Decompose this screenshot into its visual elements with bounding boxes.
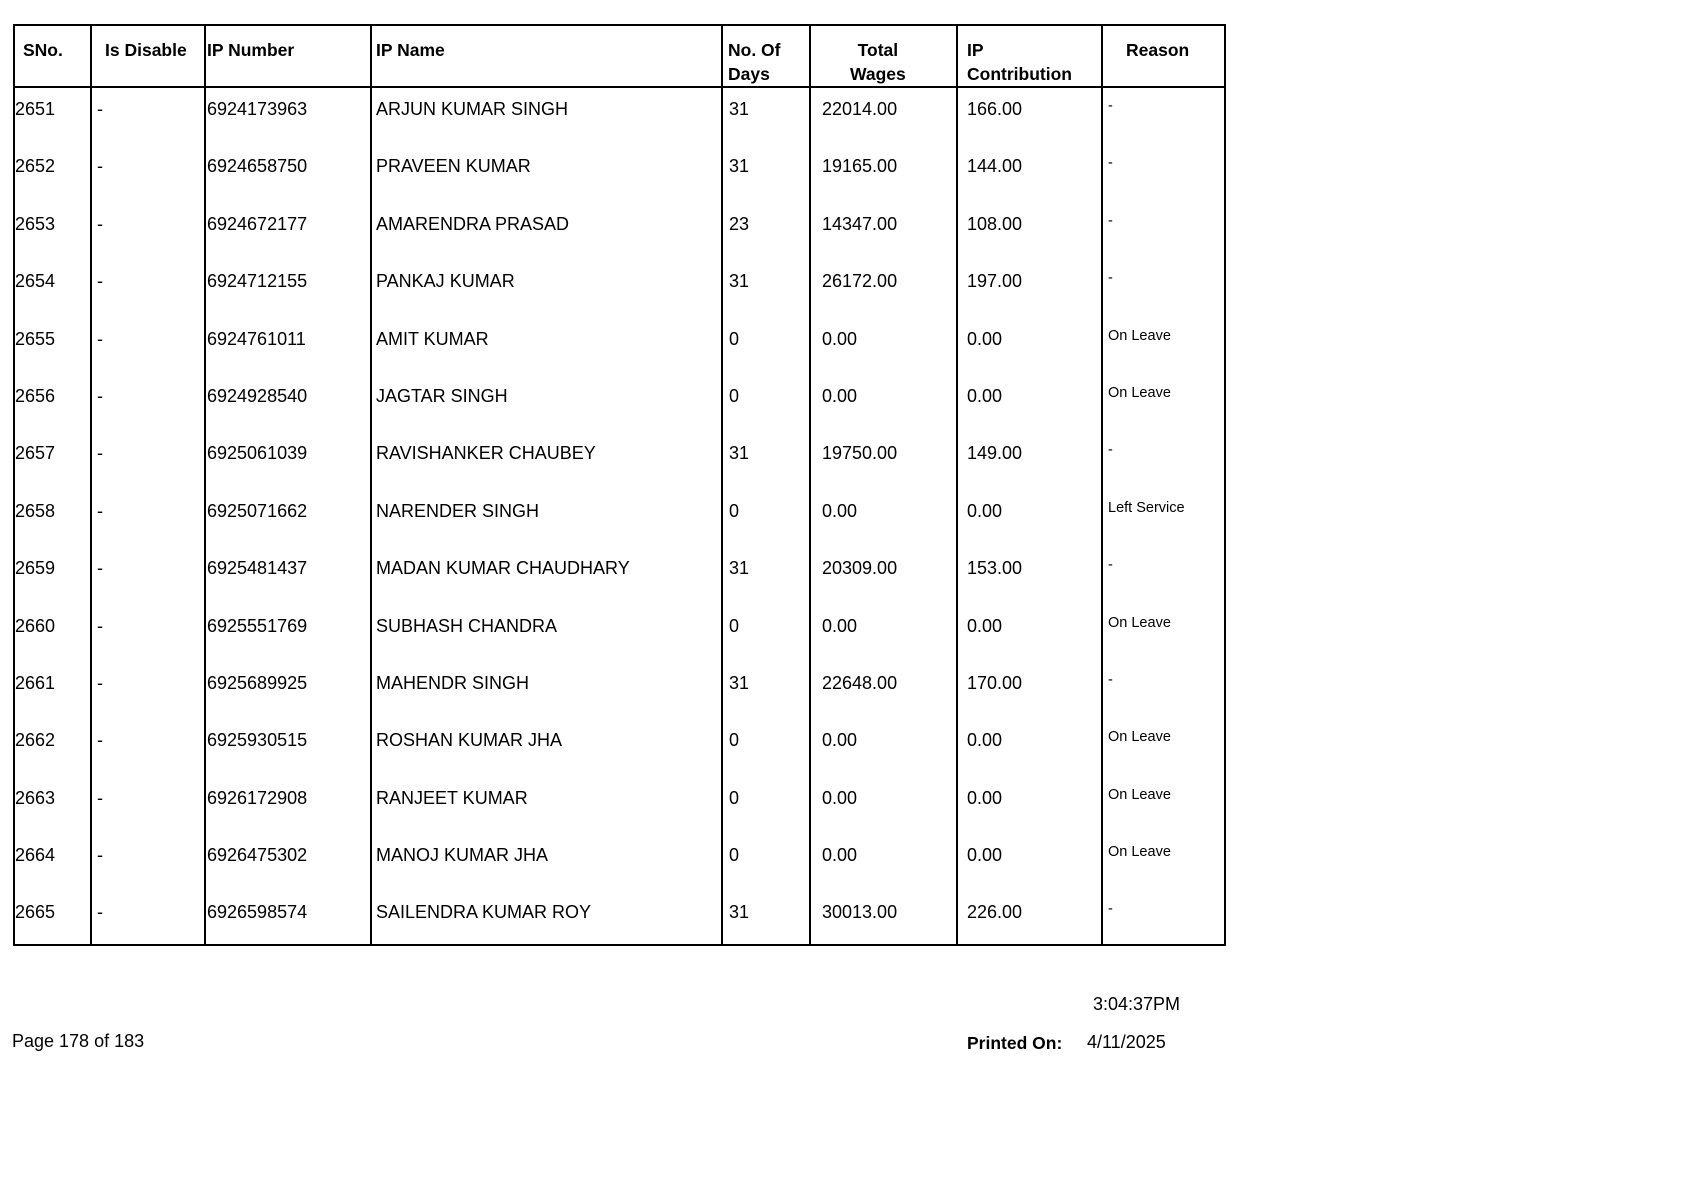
cell-ip-contribution: 153.00 [967,558,1023,579]
cell-sno: 2654 [15,271,56,292]
cell-no-of-days: 31 [729,99,750,119]
cell-total-wages: 30013.00 [822,902,898,923]
page-indicator: Page 178 of 183 [12,1031,145,1051]
table-header-row [15,26,1224,88]
cell-ip-name: RANJEET KUMAR [376,787,528,808]
cell-reason: - [1108,557,1113,574]
cell-ip-number: 6925071662 [207,500,308,521]
printed-on-label: Printed On: [967,1033,1063,1053]
column-divider [204,26,206,944]
table-row [15,88,1224,145]
cell-total-wages: 0.00 [822,385,858,406]
cell-no-of-days: 23 [729,213,750,234]
cell-sno: 2658 [15,500,56,521]
cell-ip-contribution: 144.00 [967,156,1023,177]
cell-is-disable: - [97,385,103,406]
cell-no-of-days: 31 [729,558,750,579]
cell-ip-contribution: 226.00 [967,902,1023,923]
cell-is-disable: - [97,615,103,636]
cell-ip-name: SAILENDRA KUMAR ROY [376,902,592,923]
cell-is-disable: - [97,156,103,177]
cell-ip-contribution: 0.00 [967,787,1003,808]
table-row [15,719,1224,776]
cell-ip-number: 6924173963 [207,99,308,119]
cell-ip-contribution: 197.00 [967,271,1023,292]
col-header-total-wages [850,38,906,86]
cell-reason: On Leave [1108,844,1171,861]
cell-sno: 2661 [15,672,56,693]
table-row [15,375,1224,432]
table-row [15,490,1224,547]
cell-ip-number: 6926172908 [207,787,308,808]
cell-reason: - [1108,270,1113,287]
cell-no-of-days: 0 [729,730,740,751]
cell-total-wages: 14347.00 [822,213,898,234]
cell-ip-name: PANKAJ KUMAR [376,271,515,292]
col-header-ip-contribution [967,38,1072,86]
cell-ip-name: ARJUN KUMAR SINGH [376,99,569,119]
cell-ip-number: 6925930515 [207,730,308,751]
table-row [15,834,1224,891]
cell-sno: 2664 [15,845,56,866]
table-row [15,547,1224,604]
cell-ip-number: 6924712155 [207,271,308,292]
cell-ip-name: AMARENDRA PRASAD [376,213,570,234]
cell-ip-number: 6926475302 [207,845,308,866]
cell-total-wages: 22014.00 [822,99,898,119]
cell-sno: 2663 [15,787,56,808]
cell-ip-number: 6924761011 [207,328,306,349]
cell-reason: - [1108,442,1113,459]
table-row [15,318,1224,375]
cell-is-disable: - [97,672,103,693]
cell-ip-name: RAVISHANKER CHAUBEY [376,443,596,464]
cell-no-of-days: 0 [729,500,740,521]
cell-total-wages: 19165.00 [822,156,898,177]
cell-sno: 2651 [15,99,56,119]
cell-is-disable: - [97,500,103,521]
contribution-table-frame [13,24,1226,946]
col-header-days-line2: Days [728,64,770,84]
cell-ip-number: 6925481437 [207,558,308,579]
cell-is-disable: - [97,730,103,751]
cell-reason: On Leave [1108,729,1171,746]
cell-ip-name: MANOJ KUMAR JHA [376,845,549,866]
table-row [15,203,1224,260]
cell-ip-contribution: 0.00 [967,845,1003,866]
col-header-ip-number: IP Number [207,40,295,60]
col-header-contrib-line1: IP [967,40,984,60]
contribution-table [15,26,1224,949]
cell-sno: 2662 [15,730,56,751]
cell-is-disable: - [97,99,103,119]
cell-ip-name: MAHENDR SINGH [376,672,530,693]
column-divider [809,26,811,944]
cell-no-of-days: 0 [729,385,740,406]
col-header-is-disable: Is Disable [105,40,187,60]
cell-reason: On Leave [1108,614,1171,631]
cell-ip-name: MADAN KUMAR CHAUDHARY [376,558,630,579]
cell-total-wages: 0.00 [822,615,858,636]
cell-no-of-days: 31 [729,156,750,177]
cell-is-disable: - [97,787,103,808]
cell-ip-contribution: 166.00 [967,99,1023,119]
column-divider [956,26,958,944]
cell-ip-contribution: 0.00 [967,615,1003,636]
cell-sno: 2652 [15,156,56,177]
cell-sno: 2655 [15,328,56,349]
table-body [15,88,1224,949]
cell-reason: - [1108,901,1113,918]
cell-is-disable: - [97,902,103,923]
cell-reason: Left Service [1108,499,1185,516]
cell-reason: On Leave [1108,384,1171,401]
table-row [15,260,1224,317]
cell-is-disable: - [97,845,103,866]
cell-ip-contribution: 149.00 [967,443,1023,464]
column-divider [721,26,723,944]
print-time: 3:04:37PM [1093,994,1181,1014]
col-header-ip-name: IP Name [376,40,445,60]
cell-no-of-days: 31 [729,271,750,292]
cell-sno: 2659 [15,558,56,579]
table-row [15,891,1224,948]
cell-ip-name: ROSHAN KUMAR JHA [376,730,563,751]
cell-total-wages: 26172.00 [822,271,898,292]
col-header-wages-line2: Wages [850,64,906,84]
cell-total-wages: 0.00 [822,500,858,521]
cell-sno: 2653 [15,213,56,234]
cell-reason: - [1108,671,1113,688]
cell-total-wages: 0.00 [822,845,858,866]
cell-ip-number: 6926598574 [207,902,308,923]
cell-is-disable: - [97,443,103,464]
col-header-no-of-days [728,38,781,86]
cell-total-wages: 19750.00 [822,443,898,464]
col-header-sno: SNo. [23,40,63,60]
cell-ip-name: NARENDER SINGH [376,500,540,521]
cell-no-of-days: 0 [729,328,740,349]
cell-total-wages: 0.00 [822,328,858,349]
column-divider [1101,26,1103,944]
cell-is-disable: - [97,328,103,349]
cell-sno: 2656 [15,385,56,406]
cell-ip-number: 6925551769 [207,615,308,636]
cell-ip-contribution: 0.00 [967,730,1003,751]
cell-reason: - [1108,155,1113,172]
cell-is-disable: - [97,271,103,292]
cell-ip-name: AMIT KUMAR [376,328,489,349]
cell-ip-contribution: 0.00 [967,328,1003,349]
cell-total-wages: 22648.00 [822,672,898,693]
cell-no-of-days: 0 [729,787,740,808]
cell-ip-number: 6924672177 [207,213,308,234]
cell-reason: - [1108,212,1113,229]
cell-ip-number: 6924658750 [207,156,308,177]
cell-reason: On Leave [1108,786,1171,803]
cell-reason: On Leave [1108,327,1171,344]
col-header-reason: Reason [1126,40,1190,60]
cell-is-disable: - [97,558,103,579]
cell-reason: - [1108,98,1113,114]
table-row [15,662,1224,719]
column-divider [370,26,372,944]
col-header-contrib-line2: Contribution [967,64,1072,84]
cell-no-of-days: 31 [729,902,750,923]
cell-no-of-days: 0 [729,845,740,866]
table-row [15,605,1224,662]
cell-ip-number: 6925061039 [207,443,308,464]
cell-sno: 2665 [15,902,56,923]
table-row [15,777,1224,834]
cell-sno: 2657 [15,443,56,464]
cell-ip-contribution: 0.00 [967,385,1003,406]
cell-ip-number: 6924928540 [207,385,308,406]
cell-ip-contribution: 0.00 [967,500,1003,521]
cell-ip-contribution: 170.00 [967,672,1023,693]
cell-ip-contribution: 108.00 [967,213,1023,234]
print-date: 4/11/2025 [1087,1032,1166,1052]
cell-total-wages: 0.00 [822,730,858,751]
cell-total-wages: 20309.00 [822,558,898,579]
cell-ip-number: 6925689925 [207,672,308,693]
cell-ip-name: PRAVEEN KUMAR [376,156,531,177]
cell-no-of-days: 31 [729,672,750,693]
table-row [15,432,1224,489]
col-header-days-line1: No. Of [728,40,781,60]
cell-total-wages: 0.00 [822,787,858,808]
cell-no-of-days: 0 [729,615,740,636]
col-header-wages-line1: Total [857,40,899,60]
cell-sno: 2660 [15,615,56,636]
cell-no-of-days: 31 [729,443,750,464]
cell-is-disable: - [97,213,103,234]
table-row [15,145,1224,202]
cell-ip-name: JAGTAR SINGH [376,385,508,406]
cell-ip-name: SUBHASH CHANDRA [376,615,558,636]
column-divider [90,26,92,944]
